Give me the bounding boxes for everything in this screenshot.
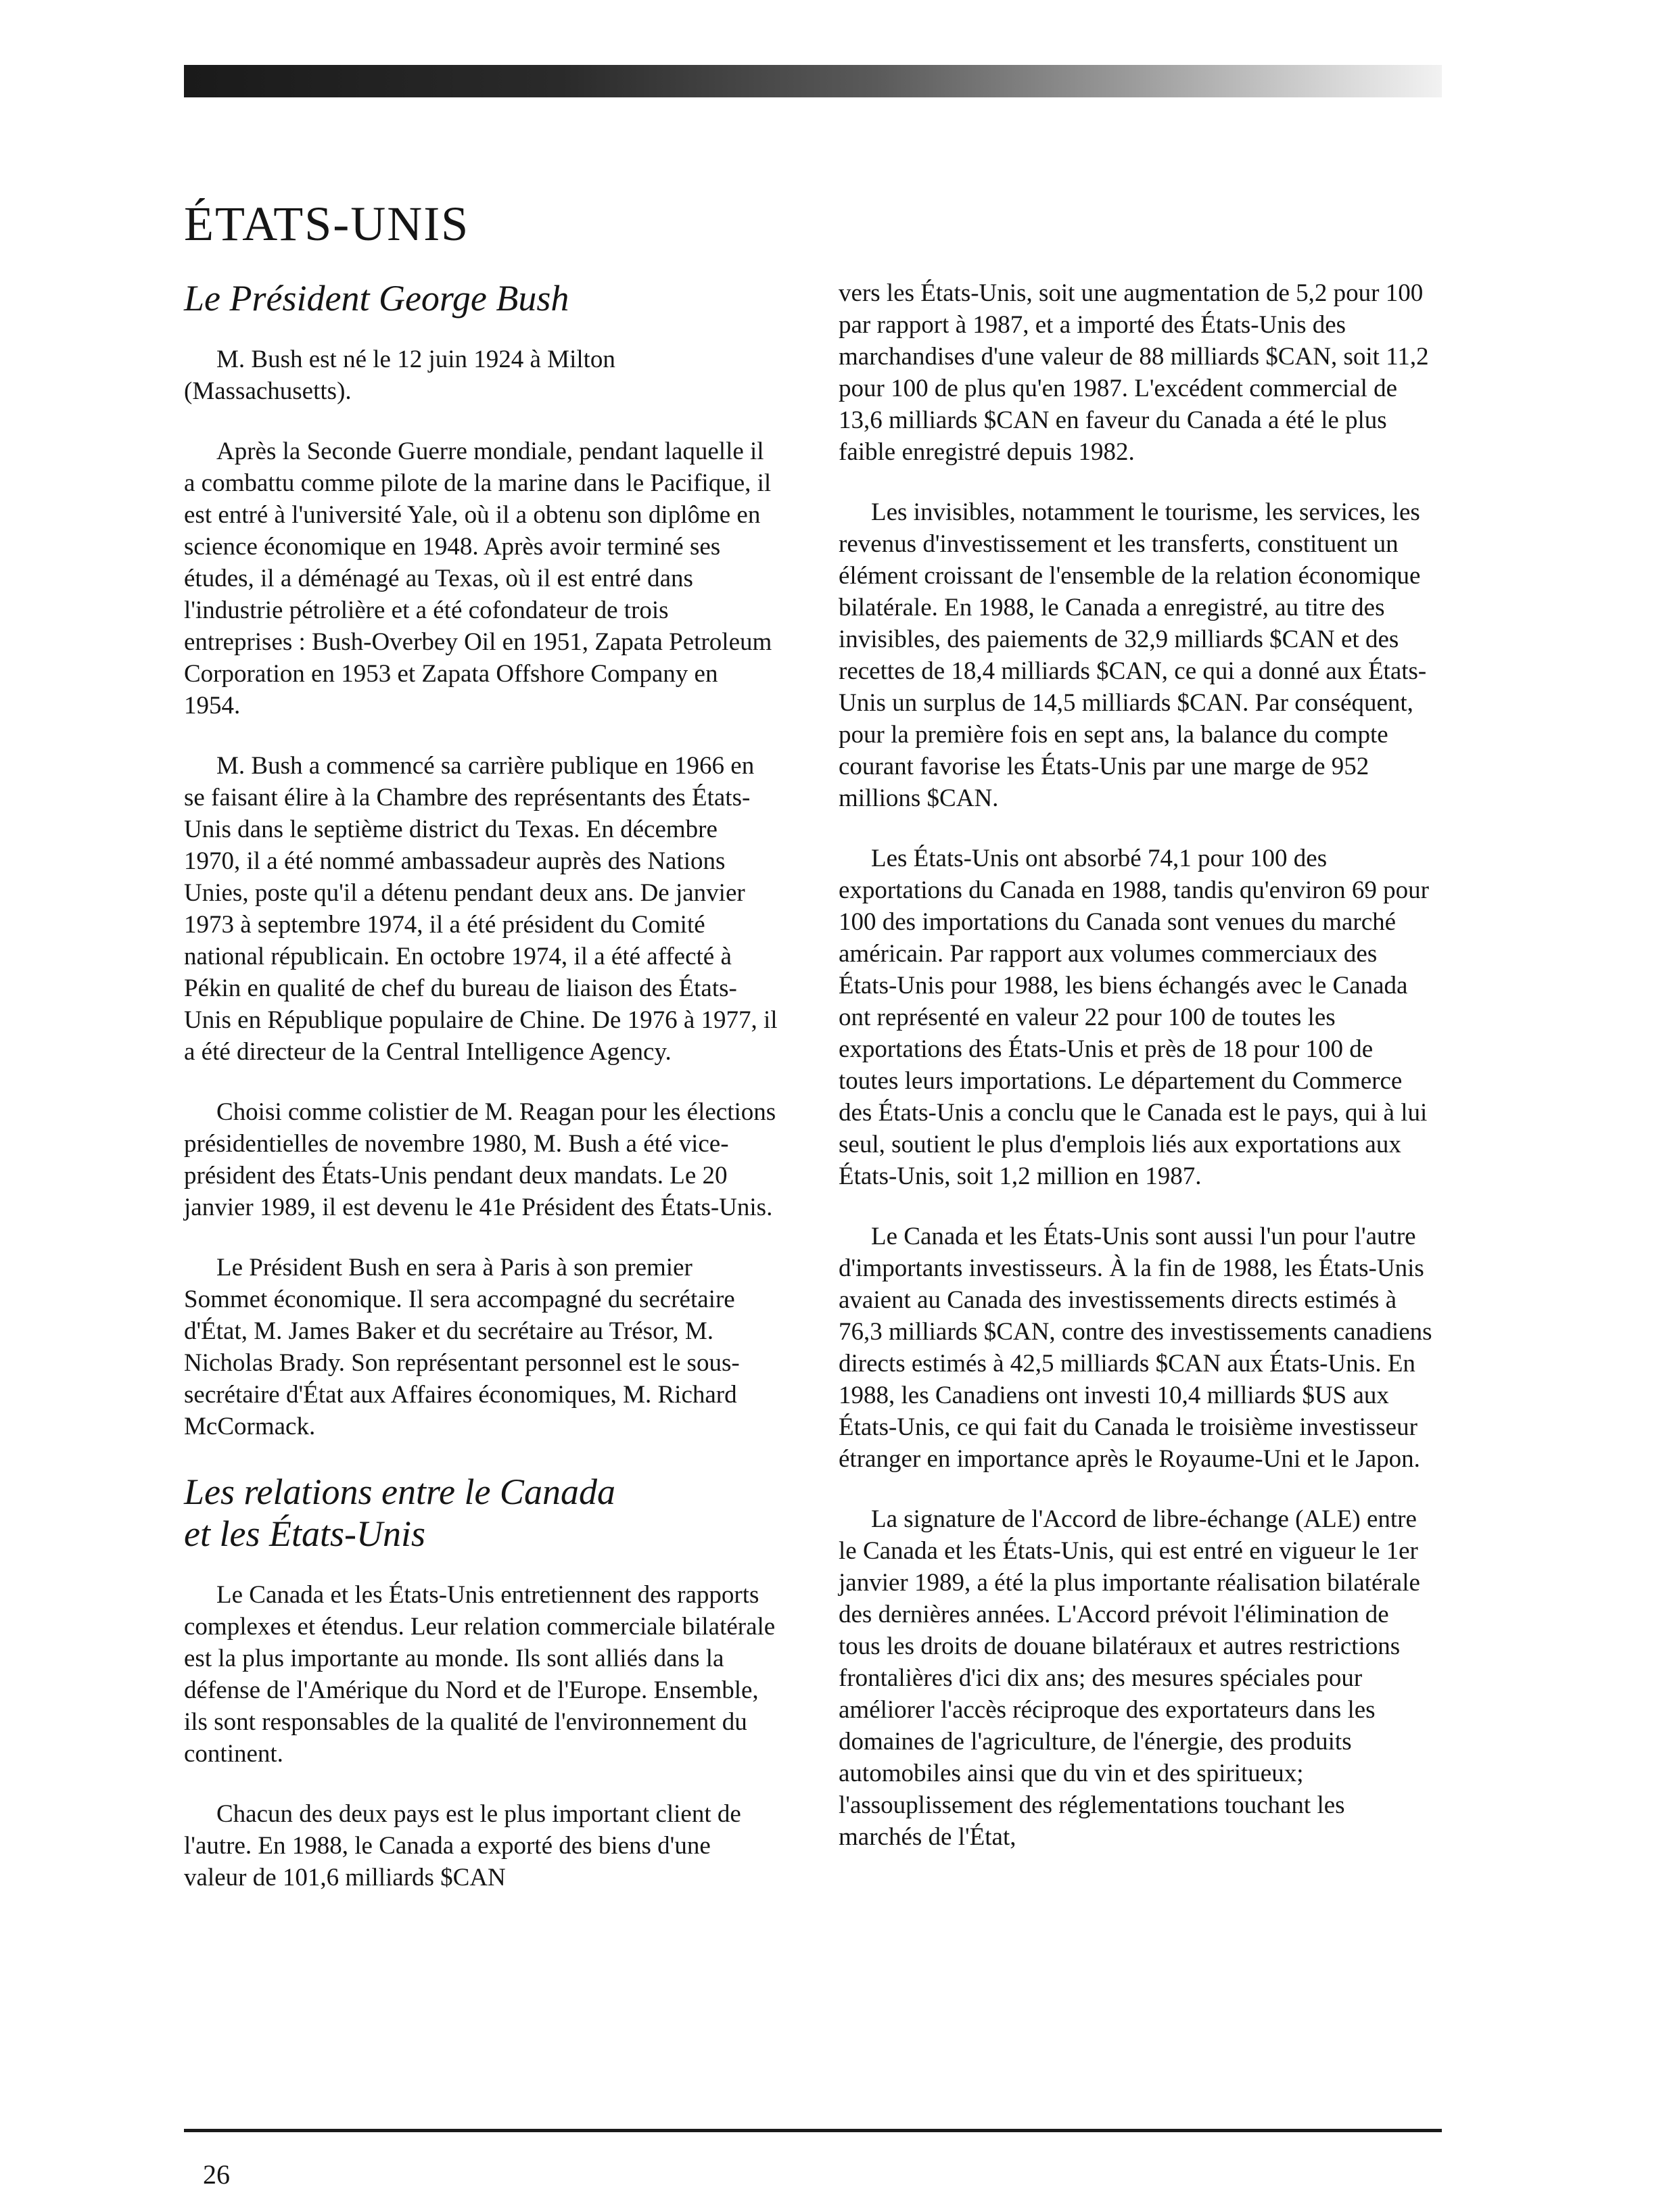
left-column xyxy=(184,270,779,1922)
paragraph: Le Canada et les États-Unis sont aussi l'un pour l'autre d'importants investisseurs. À la fin de 1988, les États-Unis avaient au Canada des investissements directs estimés à 76,3 milliards $CAN, contre des investissements canadiens directs estimés à 42,5 milliards $CAN aux États-Unis. En 1988, les Canadiens ont investi 10,4 milliards $US aux États-Unis, ce qui fait du Canada le troisième investisseur étranger en importance après le Royaume-Uni et le Japon. xyxy=(839,1223,1432,1473)
section-heading-line: et les États-Unis xyxy=(184,1513,425,1554)
paragraph: Chacun des deux pays est le plus important client de l'autre. En 1988, le Canada a exporté des biens d'une valeur de 101,6 milliards $CAN xyxy=(184,1800,741,1891)
header-decorative-band xyxy=(184,65,1442,97)
paragraph: Les États-Unis ont absorbé 74,1 pour 100 des exportations du Canada en 1988, tandis qu'environ 69 pour 100 des importations du Canada sont venues du marché américain. Par rapport aux volumes commerciaux des États-Unis pour 1988, les biens échangés avec le Canada ont représenté en valeur 22 pour 100 de toutes les exportations des États-Unis et près de 18 pour 100 de toutes leurs importations. Le département du Commerce des États-Unis a conclu que le Canada est le pays, qui à lui seul, soutient le plus d'emplois liés aux exportations aux États-Unis, soit 1,2 million en 1987. xyxy=(839,845,1429,1190)
paragraph: M. Bush est né le 12 juin 1924 à Milton (Massachusetts). xyxy=(184,346,615,405)
footer-rule xyxy=(184,2129,1442,2132)
paragraph: M. Bush a commencé sa carrière publique en 1966 en se faisant élire à la Chambre des représentants des États-Unis dans le septième district du Texas. En décembre 1970, il a été nommé ambassadeur auprès des Nations Unies, poste qu'il a détenu pendant deux ans. De janvier 1973 à septembre 1974, il a été président du Comité national républicain. En octobre 1974, il a été affecté à Pékin en qualité de chef du bureau de liaison des États-Unis en République populaire de Chine. De 1976 à 1977, il a été directeur de la Central Intelligence Agency. xyxy=(184,752,778,1066)
section-heading-relations xyxy=(184,1471,779,1555)
page-title: ÉTATS-UNIS xyxy=(184,197,470,251)
paragraph: vers les États-Unis, soit une augmentation de 5,2 pour 100 par rapport à 1987, et a importé des États-Unis des marchandises d'une valeur de 88 milliards $CAN, soit 11,2 pour 100 de plus qu'en 1987. L'excédent commercial de 13,6 milliards $CAN en faveur du Canada a été le plus faible enregistré depuis 1982. xyxy=(839,279,1429,466)
paragraph: Les invisibles, notamment le tourisme, les services, les revenus d'investissement et les transferts, constituent un élément croissant de l'ensemble de la relation économique bilatérale. En 1988, le Canada a enregistré, au titre des invisibles, des paiements de 32,9 milliards $CAN et des recettes de 18,4 milliards $CAN, ce qui a donné aux États-Unis un surplus de 14,5 milliards $CAN. Par conséquent, pour la première fois en sept ans, la balance du compte courant favorise les États-Unis par une marge de 952 millions $CAN. xyxy=(839,498,1427,812)
paragraph: La signature de l'Accord de libre-échange (ALE) entre le Canada et les États-Unis, qui est entré en vigueur le 1er janvier 1989, a été la plus importante réalisation bilatérale des dernières années. L'Accord prévoit l'élimination de tous les droits de douane bilatéraux et autres restrictions frontalières d'ici dix ans; des mesures spéciales pour améliorer l'accès réciproque des exportateurs dans les domaines de l'agriculture, de l'énergie, des produits automobiles ainsi que du vin et des spiritueux; l'assouplissement des réglementations touchant les marchés de l'État, xyxy=(839,1505,1420,1851)
page-number: 26 xyxy=(203,2159,230,2190)
paragraph: Le Président Bush en sera à Paris à son premier Sommet économique. Il sera accompagné du secrétaire d'État, M. James Baker et du secrétaire au Trésor, M. Nicholas Brady. Son représentant personnel est le sous-secrétaire d'État aux Affaires économiques, M. Richard McCormack. xyxy=(184,1254,740,1440)
paragraph: Après la Seconde Guerre mondiale, pendant laquelle il a combattu comme pilote de la marine dans le Pacifique, il est entré à l'université Yale, où il a obtenu son diplôme en science économique en 1948. Après avoir terminé ses études, il a déménagé au Texas, où il est entré dans l'industrie pétrolière et a été cofondateur de trois entreprises : Bush-Overbey Oil en 1951, Zapata Petroleum Corporation en 1953 et Zapata Offshore Company en 1954. xyxy=(184,438,772,720)
right-column xyxy=(839,277,1434,1881)
paragraph: Le Canada et les États-Unis entretiennent des rapports complexes et étendus. Leur relation commerciale bilatérale est la plus importante au monde. Ils sont alliés dans la défense de l'Amérique du Nord et de l'Europe. Ensemble, ils sont responsables de la qualité de l'environnement du continent. xyxy=(184,1581,776,1768)
section-heading-president: Le Président George Bush xyxy=(184,278,569,319)
section-heading-line: Les relations entre le Canada xyxy=(184,1472,615,1512)
paragraph: Choisi comme colistier de M. Reagan pour les élections présidentielles de novembre 1980, M. Bush a été vice-président des États-Unis pendant deux mandats. Le 20 janvier 1989, il est devenu le 41e Président des États-Unis. xyxy=(184,1098,776,1221)
